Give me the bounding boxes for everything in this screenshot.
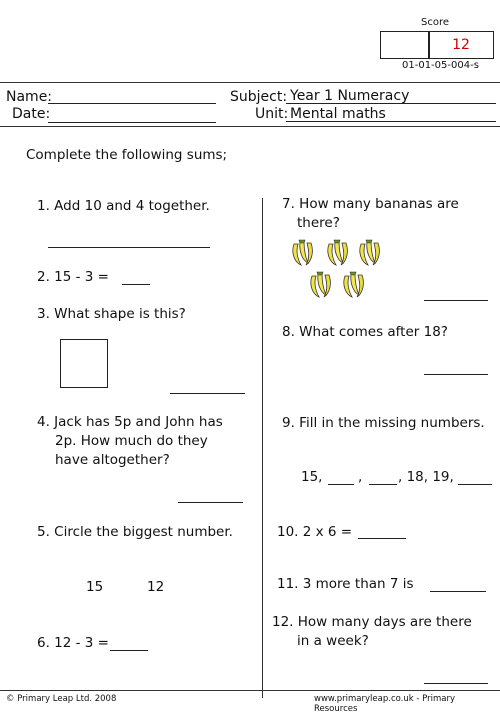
question-7-line-2: there?	[297, 215, 340, 231]
answer-line-6[interactable]	[110, 636, 148, 651]
column-divider	[262, 198, 263, 698]
subject-field	[286, 88, 496, 104]
unit-label: Unit:	[255, 106, 289, 122]
footer-website[interactable]: www.primaryleap.co.uk - Primary Resources	[314, 694, 455, 714]
footer-rule	[0, 690, 500, 691]
answer-line-8[interactable]	[424, 360, 488, 375]
sequence-middle: , 18, 19,	[398, 469, 454, 485]
answer-line-12[interactable]	[424, 669, 488, 684]
answer-line-11[interactable]	[430, 577, 486, 592]
square-shape	[60, 339, 108, 388]
sequence-start: 15,	[301, 469, 323, 485]
instructions: Complete the following sums;	[26, 147, 228, 163]
answer-line-10[interactable]	[358, 524, 406, 539]
worksheet-code: 01-01-05-004-s	[402, 60, 479, 71]
question-10: 10. 2 x 6 =	[277, 524, 353, 540]
sequence-blank-2[interactable]	[369, 470, 397, 485]
question-12-line-2: in a week?	[297, 633, 369, 649]
answer-line-7[interactable]	[424, 286, 488, 301]
sequence-blank-3[interactable]	[458, 470, 492, 485]
score-value-cell	[428, 31, 494, 59]
answer-line-1[interactable]	[48, 233, 210, 248]
question-9: 9. Fill in the missing numbers.	[282, 415, 485, 431]
answer-line-3[interactable]	[170, 379, 245, 394]
banana-icon	[293, 240, 313, 265]
question-6: 6. 12 - 3 =	[37, 635, 109, 651]
answer-line-4[interactable]	[178, 488, 243, 503]
question-8: 8. What comes after 18?	[282, 324, 448, 340]
name-field[interactable]	[48, 88, 216, 104]
answer-line-2[interactable]	[122, 270, 150, 285]
banana-icon	[344, 272, 364, 297]
question-5: 5. Circle the biggest number.	[37, 524, 233, 540]
sequence-blank-1[interactable]	[328, 470, 354, 485]
question-4-line-1: 4. Jack has 5p and John has	[37, 414, 223, 430]
name-label: Name:	[6, 89, 53, 105]
banana-icon	[328, 240, 348, 265]
bananas-picture	[290, 238, 390, 304]
question-1: 1. Add 10 and 4 together.	[37, 198, 210, 214]
sequence-comma: ,	[358, 469, 363, 485]
score-label: Score	[421, 17, 450, 28]
header-top-rule	[0, 82, 500, 83]
date-field[interactable]	[48, 106, 216, 123]
banana-icon	[311, 272, 331, 297]
header-bottom-rule	[0, 126, 500, 127]
date-label: Date:	[12, 106, 51, 122]
score-value: 12	[452, 37, 470, 53]
score-blank-cell	[380, 31, 430, 59]
subject-label: Subject:	[230, 89, 288, 105]
unit-value: Mental maths	[290, 106, 386, 122]
question-11: 11. 3 more than 7 is	[277, 576, 414, 592]
number-12[interactable]: 12	[147, 579, 165, 595]
unit-field	[286, 106, 496, 122]
question-2: 2. 15 - 3 =	[37, 269, 109, 285]
question-4-line-3: have altogether?	[55, 452, 170, 468]
question-3: 3. What shape is this?	[37, 306, 186, 322]
number-15[interactable]: 15	[86, 579, 104, 595]
question-4-line-2: 2p. How much do they	[55, 433, 208, 449]
banana-icon	[360, 240, 380, 265]
question-12-line-1: 12. How many days are there	[272, 614, 472, 630]
question-7-line-1: 7. How many bananas are	[282, 196, 459, 212]
footer-copyright: © Primary Leap Ltd. 2008	[6, 694, 117, 704]
subject-value: Year 1 Numeracy	[290, 88, 410, 104]
